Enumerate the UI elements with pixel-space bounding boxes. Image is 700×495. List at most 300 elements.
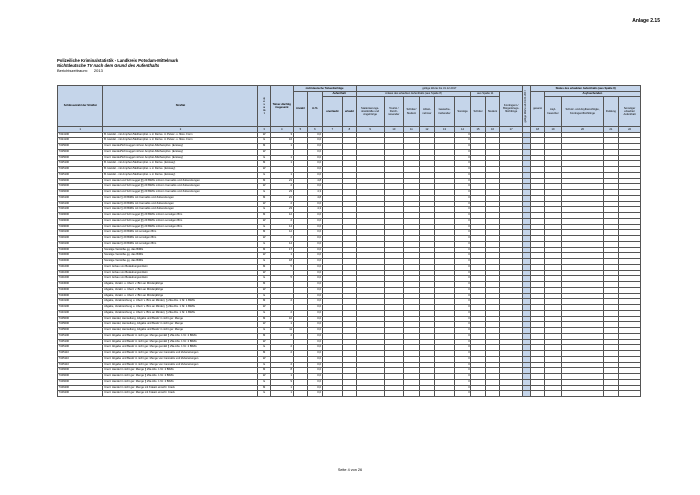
row-straftat: Abgabe, Verabreichung u. Überl. v. Btm an Minderj. § 29a Abs. 1 Nr. 1 BtMG	[103, 310, 258, 316]
row-sonstige: 0	[454, 385, 471, 391]
row-sonstige: 0	[454, 132, 471, 138]
row-straftat: Abgabe, Verabr. u. Überl. v. Btm an Minderjährige	[103, 287, 258, 293]
row-prozent: 0,0	[308, 374, 322, 380]
row-gender: W	[258, 270, 270, 276]
row-sonstige: 0	[454, 207, 471, 213]
row-prozent: 0,0	[308, 328, 322, 334]
row-key: 7345110	[58, 351, 103, 357]
row-gender: G	[258, 276, 270, 282]
row-empty-cell	[419, 391, 435, 397]
header-unerlaubt: unerlaubt	[322, 97, 343, 127]
row-prozent: 0,0	[308, 253, 322, 259]
row-key: 7325000	[58, 149, 103, 155]
row-gender: M	[258, 144, 270, 150]
header-gueltige-bis: gültige Werte bis 31.12.2017	[356, 86, 522, 92]
row-prozent: 0,0	[308, 305, 322, 311]
row-sonstige: 0	[454, 259, 471, 265]
row-sonstige: 0	[454, 264, 471, 270]
row-sonstige: 0	[454, 270, 471, 276]
row-separator-cell	[523, 391, 531, 397]
row-key: 7340000	[58, 247, 103, 253]
row-prozent: 0,0	[308, 247, 322, 253]
row-sonstige: 0	[454, 322, 471, 328]
row-total: 1	[270, 155, 293, 161]
row-gender: W	[258, 201, 270, 207]
row-straftat: Unerl. Handel in nicht ger. Menge § 29a Abs. 1 Nr. 2 BtMG	[103, 379, 258, 385]
row-key: 7325000	[58, 155, 103, 161]
row-straftat: Unerl. Handel und Schmuggel §§ 29 BtMG mit/von Cannabis und Zubereitungen	[103, 190, 258, 196]
row-gender: M	[258, 299, 270, 305]
row-total: 2	[270, 236, 293, 242]
row-straftat: Unerl. Handel § 29 BtMG mit Cannabis und Zubereitungen	[103, 207, 258, 213]
row-total: 2	[270, 218, 293, 224]
row-prozent: 0,0	[308, 132, 322, 138]
row-sonstige: 0	[454, 247, 471, 253]
row-prozent: 0,0	[308, 282, 322, 288]
row-total: 1	[270, 391, 293, 397]
row-prozent: 4,3	[308, 207, 322, 213]
row-straftat: Unerl. Handel in nicht ger. Menge mit Kokain einschl. Crack	[103, 385, 258, 391]
row-total: 8	[270, 368, 293, 374]
row-total: 5	[270, 276, 293, 282]
row-sonstige: 0	[454, 310, 471, 316]
row-total: 1	[270, 385, 293, 391]
row-sonstige: 0	[454, 241, 471, 247]
report-subtitle: Nichtdeutsche TV nach dem Grund des Aufenthalts	[57, 63, 160, 69]
row-gender: W	[258, 149, 270, 155]
column-number: 10	[384, 127, 404, 133]
column-number: 16	[485, 127, 499, 133]
row-sonstige: 0	[454, 253, 471, 259]
row-gender: W	[258, 236, 270, 242]
row-prozent: 0,0	[308, 149, 322, 155]
row-key: 7325000	[58, 144, 103, 150]
row-straftat: Unerl. Handel § 29 BtMG mit Cannabis und Zubereitungen	[103, 201, 258, 207]
row-straftat: Unerl. Handel, Herstellung, Abgabe und Besitz in nicht ger. Menge	[103, 316, 258, 322]
row-key: 7343000	[58, 282, 103, 288]
row-straftat: Unerl. Handel/Schmuggel mit/von Amphet./Methamphet. (Ecstasy)	[103, 155, 258, 161]
row-straftat: Unerl. Handel und Schmuggel §§ 29 BtMG mit/von sonstigen Btm	[103, 224, 258, 230]
row-sonstige: 0	[454, 351, 471, 357]
row-key: 7346200	[58, 391, 103, 397]
row-prozent: 0,0	[308, 184, 322, 190]
row-straftat: Unerl. Handel in nicht ger. Menge mit Kokain einschl. Crack	[103, 391, 258, 397]
row-total: 1	[270, 322, 293, 328]
row-prozent: 0,0	[308, 161, 322, 167]
header-tatverdaechtige: Tatver-dächtig insgesamt	[270, 86, 293, 127]
header-ndtv: nichtdeutsche Tatverdächtige	[293, 86, 356, 92]
row-unerlaubt	[322, 391, 343, 397]
row-key: 7329000	[58, 224, 103, 230]
page-footer: Seite 4 von 26	[337, 468, 363, 472]
row-straftat: Unerl. Handel und Schmuggel §§ 29 BtMG mit/von Cannabis und Zubereitungen	[103, 184, 258, 190]
column-number: 9	[356, 127, 384, 133]
row-prozent: 0,0	[308, 218, 322, 224]
report-title: Polizeiliche Kriminalstatistik - Landkreis Potsdam-Mittelmark	[57, 58, 179, 63]
row-total: 2	[270, 299, 293, 305]
row-total: 2	[270, 333, 293, 339]
column-number: 12	[419, 127, 435, 133]
row-empty-cell	[471, 391, 485, 397]
row-gender: G	[258, 138, 270, 144]
row-total: 23	[270, 207, 293, 213]
header-gesamt-letters: g e s a m t	[258, 86, 270, 127]
row-empty-cell	[531, 391, 544, 397]
row-straftat: Unerl. Abgabe und Besitz in nicht ger. Menge von Cannabis und Zubereitungen	[103, 356, 258, 362]
header-tourist: Tourist / Durch-reisender	[384, 97, 404, 127]
row-total: 23	[270, 190, 293, 196]
statistics-table	[57, 85, 641, 397]
row-total: 2	[270, 184, 293, 190]
row-straftat: Unerl. Handel/Schmuggel mit/von Amphet./Methamphet. (Ecstasy)	[103, 149, 258, 155]
row-prozent: 0,0	[308, 138, 322, 144]
row-key: 7340000	[58, 253, 103, 259]
row-key: 7343100	[58, 299, 103, 305]
header-straftat: Straftat	[103, 86, 258, 127]
column-number: 14	[454, 127, 471, 133]
header-schutz: Schutz- und Asylberechtigte, Kontingentflüchtlinge	[562, 97, 603, 127]
row-sonstige: 0	[454, 172, 471, 178]
row-gender: G	[258, 362, 270, 368]
row-sonstige: 0	[454, 236, 471, 242]
row-prozent: 0,0	[308, 310, 322, 316]
row-gender: M	[258, 178, 270, 184]
header-schluessel: Schlüsselzahl der Straftat	[58, 86, 103, 127]
row-sonstige: 0	[454, 299, 471, 305]
row-prozent: 0,0	[308, 356, 322, 362]
row-prozent: 0,0	[308, 236, 322, 242]
row-total: 12	[270, 230, 293, 236]
column-number: 18	[531, 127, 544, 133]
row-gender: M	[258, 368, 270, 374]
row-key: 7329100	[58, 241, 103, 247]
report-period	[57, 68, 457, 73]
row-gender: G	[258, 345, 270, 351]
row-key: 7345110	[58, 356, 103, 362]
row-gender: G	[258, 391, 270, 397]
row-straftat: Unerl. Abgabe und Besitz in nicht ger. Menge gemäß § 29a Abs. 1 Nr. 2 BtMG	[103, 339, 258, 345]
row-gender: W	[258, 339, 270, 345]
row-gender: M	[258, 213, 270, 219]
header-student: Student	[485, 97, 499, 127]
row-prozent: 4,8	[308, 195, 322, 201]
row-sonstige: 0	[454, 190, 471, 196]
row-prozent: 0,0	[308, 345, 322, 351]
row-straftat: B. Handel - mit Amphet./Methamphet. u.d. Derive. (Ecstasy)	[103, 172, 258, 178]
row-key: 7346200	[58, 385, 103, 391]
row-prozent: 0,0	[308, 391, 322, 397]
row-total: 1	[270, 374, 293, 380]
row-sonstige: 0	[454, 149, 471, 155]
row-key: 7326100	[58, 207, 103, 213]
row-sonstige: 0	[454, 333, 471, 339]
row-total: 21	[270, 178, 293, 184]
row-gender: G	[258, 207, 270, 213]
row-gender: W	[258, 374, 270, 380]
row-sonstige: 0	[454, 339, 471, 345]
row-total: 1	[270, 161, 293, 167]
row-prozent: 0,0	[308, 224, 322, 230]
row-straftat: Unerl. Anbau von Betäubungsmitteln	[103, 276, 258, 282]
row-sonstige: 0	[454, 230, 471, 236]
row-straftat: Unerl. Handel § 29 BtMG mit Cannabis und Zubereitungen	[103, 195, 258, 201]
row-key: 7346000	[58, 379, 103, 385]
row-key: 7324100	[58, 132, 103, 138]
period-value: 2013	[93, 68, 103, 74]
column-number: 5	[293, 127, 307, 133]
row-key: 7343100	[58, 310, 103, 316]
row-empty-cell	[404, 391, 420, 397]
row-key: 7326000	[58, 190, 103, 196]
row-key: 7343100	[58, 305, 103, 311]
row-prozent: 0,0	[308, 299, 322, 305]
row-empty-cell	[356, 391, 384, 397]
header-in-prozent: in %	[308, 91, 322, 127]
row-straftat: Unerl. Handel § 29 BtMG mit sonstigen Btm	[103, 230, 258, 236]
row-total: 3	[270, 132, 293, 138]
header-anlass-erlaubt: Anlass des erlaubten Aufenthalts (aus Spalte 8)	[356, 91, 471, 97]
row-gender: M	[258, 316, 270, 322]
row-total: 11	[270, 328, 293, 334]
row-sonstige: 0	[454, 195, 471, 201]
row-key: 7345000	[58, 328, 103, 334]
row-key: 7346000	[58, 374, 103, 380]
row-prozent: 0,0	[308, 155, 322, 161]
row-straftat: Abgabe, Verabr. u. Überl. v. Btm an Minderjährige	[103, 282, 258, 288]
row-prozent: 0,0	[308, 339, 322, 345]
row-key: 7325100	[58, 161, 103, 167]
row-prozent: 0,0	[308, 172, 322, 178]
row-sonstige: 0	[454, 138, 471, 144]
column-number: 8	[343, 127, 356, 133]
row-gender: M	[258, 247, 270, 253]
row-total: 2	[270, 201, 293, 207]
row-sonstige: 0	[454, 276, 471, 282]
row-sonstige: 0	[454, 155, 471, 161]
row-key: 7345100	[58, 339, 103, 345]
header-anzahl: Anzahl	[293, 91, 307, 127]
row-total: 2	[270, 362, 293, 368]
header-asyl-beantr: Asyl-bewerber	[544, 97, 562, 127]
column-number: 3	[258, 127, 270, 133]
row-gender: G	[258, 224, 270, 230]
row-prozent: 0,0	[308, 167, 322, 173]
row-prozent: 0,0	[308, 379, 322, 385]
column-number: 4	[270, 127, 293, 133]
row-gender: M	[258, 264, 270, 270]
row-key: 7345100	[58, 333, 103, 339]
row-straftat: Unerl. Abgabe und Besitz in nicht ger. Menge von Cannabis und Zubereitungen	[103, 362, 258, 368]
header-aufenthalt: Aufenthalt	[322, 91, 356, 97]
row-gender: M	[258, 351, 270, 357]
row-total: 9	[270, 379, 293, 385]
row-gender: W	[258, 287, 270, 293]
row-key: 7329000	[58, 218, 103, 224]
row-total: 12	[270, 213, 293, 219]
row-prozent: 0,0	[308, 270, 322, 276]
row-total: 2	[270, 351, 293, 357]
row-straftat: Unerl. Handel § 29 BtMG mit sonstigen Btm	[103, 241, 258, 247]
header-asylsuchenden: Asylsuchenden	[544, 91, 640, 97]
column-number: 13	[435, 127, 455, 133]
row-straftat: B. Handel - mit Amphet./Methamphet. u.d. Derive. in Pulver- u. flüss. Form	[103, 138, 258, 144]
row-total: 1	[270, 253, 293, 259]
row-prozent: 0,0	[308, 333, 322, 339]
column-number: 15	[471, 127, 485, 133]
row-key: 7345110	[58, 362, 103, 368]
header-duldung: Duldung	[603, 97, 619, 127]
row-gender: G	[258, 155, 270, 161]
row-key: 7325100	[58, 172, 103, 178]
header-arbeitnehmer: Arbeit-nehmer	[419, 97, 435, 127]
row-key: 7341000	[58, 270, 103, 276]
row-empty-cell	[544, 391, 562, 397]
row-total: 21	[270, 195, 293, 201]
row-prozent: 4,3	[308, 190, 322, 196]
row-sonstige: 0	[454, 374, 471, 380]
row-straftat: Unerl. Handel und Schmuggel §§ 29 BtMG mit/von sonstigen Btm	[103, 218, 258, 224]
row-gender: M	[258, 333, 270, 339]
row-gender: G	[258, 328, 270, 334]
header-kontingent: Kontingent-/ Bürgerkriegs-flüchtlinge	[500, 91, 523, 127]
header-schueler: Schüler	[471, 97, 485, 127]
row-key: 7345000	[58, 316, 103, 322]
row-gender: W	[258, 305, 270, 311]
row-key: 7341000	[58, 276, 103, 282]
table-body	[58, 132, 641, 397]
row-key: 7340000	[58, 259, 103, 265]
row-key: 7326000	[58, 184, 103, 190]
column-number: 17	[500, 127, 523, 133]
row-straftat: Sonstige Verstöße gg. das BtMG	[103, 253, 258, 259]
row-sonstige: 0	[454, 391, 471, 397]
row-straftat: Unerl. Anbau von Betäubungsmitteln	[103, 264, 258, 270]
row-gender: W	[258, 167, 270, 173]
row-gender: W	[258, 322, 270, 328]
row-total: 18	[270, 259, 293, 265]
row-total: 1	[270, 144, 293, 150]
header-sonstiger-erlaubt: Sonstiger erlaubter Aufenthalt	[619, 97, 641, 127]
row-key: 7343000	[58, 287, 103, 293]
row-gender: G	[258, 241, 270, 247]
row-straftat: Unerl. Handel, Herstellung, Abgabe und Besitz in nicht ger. Menge	[103, 328, 258, 334]
row-prozent: 0,0	[308, 241, 322, 247]
row-empty-cell	[500, 391, 523, 397]
row-gender: M	[258, 195, 270, 201]
row-straftat: Sonstige Verstöße gg. das BtMG	[103, 259, 258, 265]
row-prozent: 0,0	[308, 230, 322, 236]
row-sonstige: 0	[454, 345, 471, 351]
row-gender: W	[258, 253, 270, 259]
row-empty-cell	[435, 391, 455, 397]
row-straftat: B. Handel - mit Amphet./Methamphet. u.d. Derive. in Pulver- u. flüss. Form	[103, 132, 258, 138]
row-key: 7325100	[58, 167, 103, 173]
column-number: 7	[322, 127, 343, 133]
row-key: 7326100	[58, 195, 103, 201]
row-prozent: 0,0	[308, 316, 322, 322]
row-straftat: Sonstige Verstöße gg. das BtMG	[103, 247, 258, 253]
row-gender: W	[258, 356, 270, 362]
row-gender: W	[258, 218, 270, 224]
row-sonstige: 0	[454, 218, 471, 224]
column-number: 2	[103, 127, 258, 133]
header-col-gesamt: gesamt	[531, 91, 544, 127]
row-straftat: Unerl. Abgabe und Besitz in nicht ger. Menge gemäß § 29a Abs. 1 Nr. 2 BtMG	[103, 333, 258, 339]
column-number: 6	[308, 127, 322, 133]
row-straftat: Unerl. Handel und Schmuggel §§ 29 BtMG mit/von Cannabis und Zubereitungen	[103, 178, 258, 184]
row-sonstige: 0	[454, 201, 471, 207]
table-row	[58, 391, 641, 397]
row-sonstige: 0	[454, 316, 471, 322]
row-sonstige: 0	[454, 282, 471, 288]
row-gender: M	[258, 161, 270, 167]
row-key: 7345000	[58, 322, 103, 328]
row-gender: G	[258, 259, 270, 265]
row-sonstige: 0	[454, 144, 471, 150]
row-key: 7329100	[58, 236, 103, 242]
row-straftat: B. Handel - mit Amphet./Methamphet. u.d. Derive. (Ecstasy)	[103, 161, 258, 167]
row-straftat: Unerl. Handel in nicht ger. Menge § 29a Abs. 1 Nr. 2 BtMG	[103, 368, 258, 374]
row-prozent: 0,0	[308, 368, 322, 374]
row-prozent: 0,0	[308, 351, 322, 357]
row-sonstige: 0	[454, 178, 471, 184]
row-prozent: 0,0	[308, 259, 322, 265]
row-straftat: Unerl. Anbau von Betäubungsmitteln	[103, 270, 258, 276]
row-prozent: 0,0	[308, 276, 322, 282]
row-empty-cell	[619, 391, 641, 397]
row-straftat: Unerl. Abgabe und Besitz in nicht ger. Menge von Cannabis und Zubereitungen	[103, 351, 258, 357]
row-straftat: Unerl. Handel in nicht ger. Menge § 29a Abs. 1 Nr. 2 BtMG	[103, 374, 258, 380]
row-total: 1	[270, 172, 293, 178]
row-total: 14	[270, 224, 293, 230]
row-prozent: 0,0	[308, 362, 322, 368]
row-prozent: 0,0	[308, 201, 322, 207]
row-prozent: 0,0	[308, 144, 322, 150]
row-gender: G	[258, 379, 270, 385]
header-erlaubt: erlaubt	[343, 97, 356, 127]
row-erlaubt	[343, 391, 356, 397]
header-aus-spalte-11: aus Spalte 11	[471, 91, 500, 97]
column-number: 22	[619, 127, 641, 133]
row-gender: G	[258, 172, 270, 178]
row-sonstige: 0	[454, 161, 471, 167]
row-total: 14	[270, 241, 293, 247]
row-straftat: Unerl. Handel/Schmuggel mit/von Amphet./Methamphet. (Ecstasy)	[103, 144, 258, 150]
row-sonstige: 0	[454, 287, 471, 293]
row-total: 10	[270, 316, 293, 322]
column-number: 1	[58, 127, 103, 133]
header-gueltige-ab-vertical: gültige Werte ab 01.01.2017	[523, 86, 531, 127]
row-empty-cell	[603, 391, 619, 397]
row-straftat: Unerl. Handel und Schmuggel §§ 29 BtMG mit/von sonstigen Btm	[103, 213, 258, 219]
row-gender: M	[258, 385, 270, 391]
row-total: 2	[270, 310, 293, 316]
row-prozent: 0,0	[308, 264, 322, 270]
row-key: 7343000	[58, 293, 103, 299]
row-gender: W	[258, 184, 270, 190]
document-titles	[57, 58, 457, 74]
row-key: 7346000	[58, 368, 103, 374]
row-key: 7329100	[58, 230, 103, 236]
row-gender: M	[258, 230, 270, 236]
row-sonstige: 0	[454, 356, 471, 362]
row-sonstige: 0	[454, 224, 471, 230]
row-key: 7326100	[58, 201, 103, 207]
row-total: 5	[270, 264, 293, 270]
row-empty-cell	[485, 391, 499, 397]
row-straftat: Unerl. Abgabe und Besitz in nicht ger. Menge gemäß § 29a Abs. 1 Nr. 2 BtMG	[103, 345, 258, 351]
row-gender: G	[258, 190, 270, 196]
